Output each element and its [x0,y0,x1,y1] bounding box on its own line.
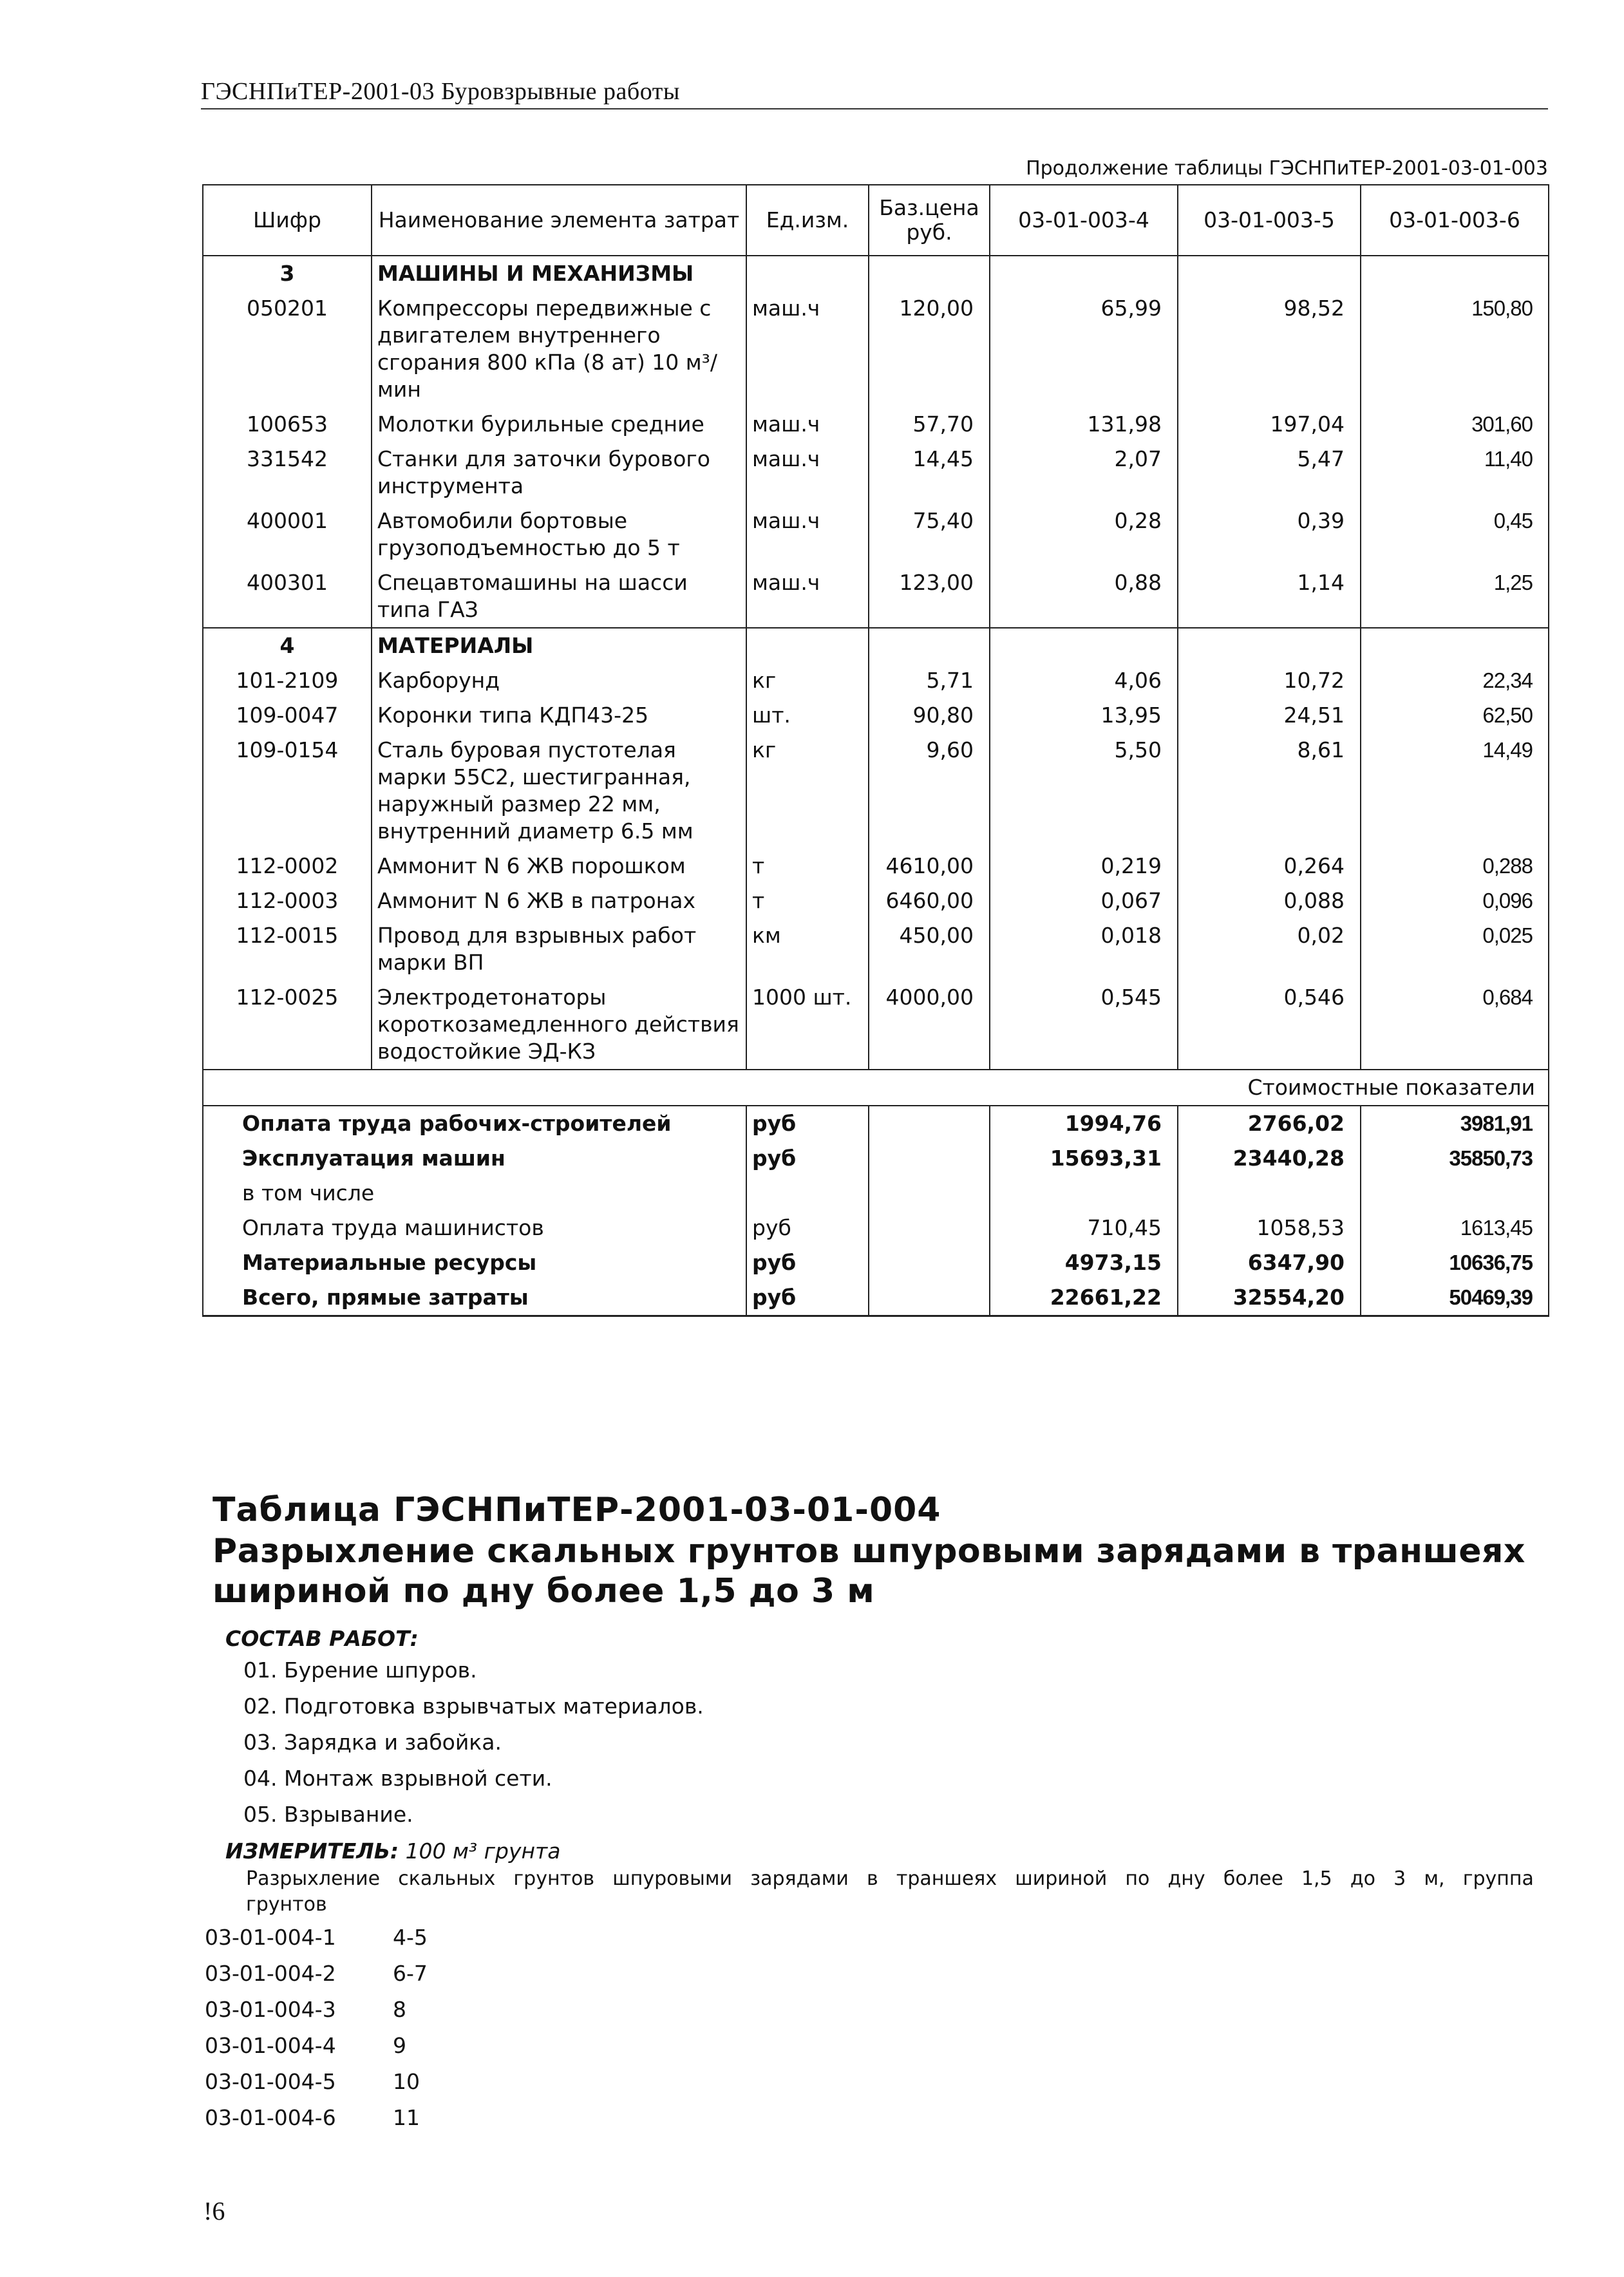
cost-col-5: 2766,02 [1178,1106,1361,1141]
table-row [203,918,1549,980]
cost-unit: руб [746,1106,869,1141]
group-value: 11 [393,2104,420,2130]
value-col-5: 8,61 [1178,733,1361,849]
value-col-5: 98,52 [1178,291,1361,407]
table-row [203,663,1549,698]
cost-col-5: 32554,20 [1178,1280,1361,1316]
empty-cell [869,1280,990,1316]
cost-unit: руб [746,1211,869,1245]
group-code: 03-01-004-4 [205,2032,336,2058]
empty-cell [746,628,869,663]
resource-name: Карборунд [372,663,746,698]
description-word: м, [1424,1867,1445,1890]
empty-cell [869,256,990,291]
base-price: 57,70 [869,407,990,442]
cost-col-4: 1994,76 [990,1106,1178,1141]
description-word: 1,5 [1301,1867,1332,1890]
work-item: 02. Подготовка взрывчатых материалов. [243,1694,704,1719]
cost-col-4: 15693,31 [990,1141,1178,1176]
value-col-5: 10,72 [1178,663,1361,698]
table-header-row [203,185,1549,256]
value-col-5: 0,02 [1178,918,1361,980]
work-item: 04. Монтаж взрывной сети. [243,1766,552,1791]
value-col-4: 5,50 [990,733,1178,849]
cost-label: Материальные ресурсы [203,1245,746,1280]
value-col-4: 0,88 [990,565,1178,628]
resource-code: 112-0015 [203,918,372,980]
empty-cell [869,1245,990,1280]
empty-cell [869,1106,990,1141]
group-code: 03-01-004-6 [205,2104,336,2130]
empty-cell [869,628,990,663]
group-value: 4-5 [393,1924,428,1950]
group-code: 03-01-004-1 [205,1924,336,1950]
cost-row [203,1211,1549,1245]
group-row [205,2063,428,2099]
group-row [205,2027,428,2063]
group-row [205,1991,428,2027]
base-price: 90,80 [869,698,990,733]
group-code: 03-01-004-3 [205,1996,336,2022]
description-word: по [1125,1867,1150,1890]
cost-unit: руб [746,1245,869,1280]
cost-label: Всего, прямые затраты [203,1280,746,1316]
base-price: 4000,00 [869,980,990,1070]
description-word: более [1223,1867,1283,1890]
cost-col-6 [1361,1176,1549,1211]
value-col-6: 150,80 [1361,291,1549,407]
value-col-6: 22,34 [1361,663,1549,698]
cost-col-4 [990,1176,1178,1211]
table-row [203,849,1549,883]
group-value: 8 [393,1996,406,2022]
base-price: 14,45 [869,442,990,504]
cost-unit: руб [746,1141,869,1176]
empty-cell [746,256,869,291]
base-price: 75,40 [869,504,990,565]
description [246,1866,1534,1918]
resource-code: 112-0025 [203,980,372,1070]
section-row [203,256,1549,291]
value-col-6: 62,50 [1361,698,1549,733]
value-col-5: 0,546 [1178,980,1361,1070]
value-col-6: 0,45 [1361,504,1549,565]
work-item: 01. Бурение шпуров. [243,1658,477,1683]
value-col-4: 2,07 [990,442,1178,504]
section-code: 3 [203,256,372,291]
cost-row [203,1280,1549,1316]
resource-unit: маш.ч [746,291,869,407]
resource-code: 100653 [203,407,372,442]
base-price: 4610,00 [869,849,990,883]
cost-col-4: 4973,15 [990,1245,1178,1280]
description-word: грунтов [513,1867,595,1890]
resource-unit: кг [746,733,869,849]
section-row [203,628,1549,663]
table-row [203,504,1549,565]
value-col-5: 197,04 [1178,407,1361,442]
header-name: Наименование элемента затрат [372,185,746,256]
group-list [205,1919,428,2135]
value-col-6: 0,288 [1361,849,1549,883]
resource-code: 400301 [203,565,372,628]
empty-cell [1361,628,1549,663]
resource-unit: шт. [746,698,869,733]
value-col-6: 0,684 [1361,980,1549,1070]
header-base-price: Баз.цена руб. [869,185,990,256]
section-title: МАТЕРИАЛЫ [372,628,746,663]
work-item: 05. Взрывание. [243,1802,413,1827]
cost-col-4: 22661,22 [990,1280,1178,1316]
resource-name: Станки для заточки бурового инструмента [372,442,746,504]
value-col-4: 65,99 [990,291,1178,407]
empty-cell [869,1176,990,1211]
value-col-5: 0,264 [1178,849,1361,883]
group-row [205,1955,428,1991]
resource-name: Сталь буровая пустотелая марки 55С2, шестигранная, наружный размер 22 мм, внутренний диаметр 6.5 мм [372,733,746,849]
value-col-5: 5,47 [1178,442,1361,504]
resource-code: 050201 [203,291,372,407]
group-row [205,2099,428,2135]
cost-col-6: 3981,91 [1361,1106,1549,1141]
cost-row [203,1141,1549,1176]
resource-unit: т [746,849,869,883]
resource-name: Компрессоры передвижные с двигателем внутреннего сгорания 800 кПа (8 ат) 10 м³/мин [372,291,746,407]
resource-name: Электродетонаторы короткозамедленного действия водостойкие ЭД-КЗ [372,980,746,1070]
description-word: 3 [1393,1867,1406,1890]
resource-unit: т [746,883,869,918]
resource-unit: маш.ч [746,565,869,628]
resource-name: Аммонит N 6 ЖВ порошком [372,849,746,883]
cost-row [203,1245,1549,1280]
resource-code: 109-0047 [203,698,372,733]
resource-code: 400001 [203,504,372,565]
description-word: траншеях [896,1867,997,1890]
meter-line [225,1838,561,1864]
resource-name: Коронки типа КДП43-25 [372,698,746,733]
value-col-4: 4,06 [990,663,1178,698]
value-col-4: 0,018 [990,918,1178,980]
table-row [203,565,1549,628]
group-value: 9 [393,2032,406,2058]
meter-label: ИЗМЕРИТЕЛЬ: [225,1838,399,1864]
cost-table [202,184,1549,1317]
cost-col-6: 1613,45 [1361,1211,1549,1245]
empty-cell [1178,628,1361,663]
cost-col-4: 710,45 [990,1211,1178,1245]
cost-header-label: Стоимостные показатели [203,1070,1549,1106]
section-title: МАШИНЫ И МЕХАНИЗМЫ [372,256,746,291]
value-col-4: 13,95 [990,698,1178,733]
description-word: скальных [398,1867,496,1890]
cost-col-6: 10636,75 [1361,1245,1549,1280]
base-price: 9,60 [869,733,990,849]
table-row [203,291,1549,407]
base-price: 123,00 [869,565,990,628]
resource-unit: км [746,918,869,980]
resource-name: Спецавтомашины на шасси типа ГАЗ [372,565,746,628]
header-col-4: 03-01-003-4 [990,185,1178,256]
table-body [203,256,1549,1316]
header-code: Шифр [203,185,372,256]
section-code: 4 [203,628,372,663]
next-table-subtitle: Разрыхление скальных грунтов шпуровыми зарядами в траншеях шириной по дну более 1,5 до 3 м [212,1532,1525,1611]
value-col-4: 131,98 [990,407,1178,442]
value-col-6: 301,60 [1361,407,1549,442]
description-line-1 [246,1866,1534,1892]
group-value: 10 [393,2068,420,2094]
cost-col-5: 1058,53 [1178,1211,1361,1245]
header-col-5: 03-01-003-5 [1178,185,1361,256]
value-col-4: 0,219 [990,849,1178,883]
description-word: в [867,1867,878,1890]
cost-unit: руб [746,1280,869,1316]
table-row [203,883,1549,918]
base-price: 5,71 [869,663,990,698]
empty-cell [990,628,1178,663]
header-rule [201,108,1548,109]
table-row [203,407,1549,442]
cost-col-5: 6347,90 [1178,1245,1361,1280]
value-col-5: 24,51 [1178,698,1361,733]
resource-code: 112-0002 [203,849,372,883]
description-word: до [1350,1867,1375,1890]
cost-row [203,1176,1549,1211]
group-value: 6-7 [393,1960,428,1986]
resource-unit: кг [746,663,869,698]
group-code: 03-01-004-5 [205,2068,336,2094]
empty-cell [990,256,1178,291]
resource-code: 112-0003 [203,883,372,918]
table-row [203,733,1549,849]
table-continuation-note: Продолжение таблицы ГЭСНПиТЕР-2001-03-01-003 [1026,157,1548,180]
value-col-5: 0,088 [1178,883,1361,918]
cost-label: Эксплуатация машин [203,1141,746,1176]
value-col-5: 1,14 [1178,565,1361,628]
resource-name: Провод для взрывных работ марки ВП [372,918,746,980]
base-price: 120,00 [869,291,990,407]
value-col-4: 0,545 [990,980,1178,1070]
works-list [243,1658,704,1838]
header-unit: Ед.изм. [746,185,869,256]
empty-cell [1178,256,1361,291]
next-table-title: Таблица ГЭСНПиТЕР-2001-03-01-004 [212,1491,941,1529]
empty-cell [1361,256,1549,291]
cost-col-5 [1178,1176,1361,1211]
resource-unit: маш.ч [746,442,869,504]
description-word: шпуровыми [612,1867,732,1890]
meter-value: 100 м³ грунта [405,1838,561,1864]
group-row [205,1919,428,1955]
value-col-4: 0,28 [990,504,1178,565]
table-row [203,442,1549,504]
base-price: 6460,00 [869,883,990,918]
table-row [203,698,1549,733]
value-col-4: 0,067 [990,883,1178,918]
cost-label: Оплата труда рабочих-строителей [203,1106,746,1141]
resource-unit: маш.ч [746,407,869,442]
resource-name: Автомобили бортовые грузоподъемностью до 5 т [372,504,746,565]
running-head: ГЭСНПиТЕР-2001-03 Буровзрывные работы [201,78,680,105]
value-col-6: 1,25 [1361,565,1549,628]
page-number: !6 [203,2197,225,2225]
base-price: 450,00 [869,918,990,980]
works-label: СОСТАВ РАБОТ: [225,1626,419,1651]
cost-header-row [203,1070,1549,1106]
value-col-6: 0,025 [1361,918,1549,980]
cost-label: в том числе [203,1176,746,1211]
cost-label: Оплата труда машинистов [203,1211,746,1245]
resource-name: Аммонит N 6 ЖВ в патронах [372,883,746,918]
cost-row [203,1106,1549,1141]
value-col-5: 0,39 [1178,504,1361,565]
cost-unit [746,1176,869,1211]
cost-col-6: 35850,73 [1361,1141,1549,1176]
description-word: шириной [1015,1867,1108,1890]
resource-name: Молотки бурильные средние [372,407,746,442]
cost-col-6: 50469,39 [1361,1280,1549,1316]
empty-cell [869,1141,990,1176]
description-line-2: грунтов [246,1893,327,1916]
empty-cell [869,1211,990,1245]
description-word: дну [1167,1867,1205,1890]
value-col-6: 0,096 [1361,883,1549,918]
resource-unit: 1000 шт. [746,980,869,1070]
group-code: 03-01-004-2 [205,1960,336,1986]
resource-unit: маш.ч [746,504,869,565]
description-word: зарядами [750,1867,849,1890]
description-word: группа [1462,1867,1534,1890]
resource-code: 109-0154 [203,733,372,849]
table-row [203,980,1549,1070]
work-item: 03. Зарядка и забойка. [243,1730,502,1755]
resource-code: 101-2109 [203,663,372,698]
value-col-6: 11,40 [1361,442,1549,504]
header-col-6: 03-01-003-6 [1361,185,1549,256]
description-word: Разрыхление [246,1867,381,1890]
resource-code: 331542 [203,442,372,504]
cost-col-5: 23440,28 [1178,1141,1361,1176]
value-col-6: 14,49 [1361,733,1549,849]
